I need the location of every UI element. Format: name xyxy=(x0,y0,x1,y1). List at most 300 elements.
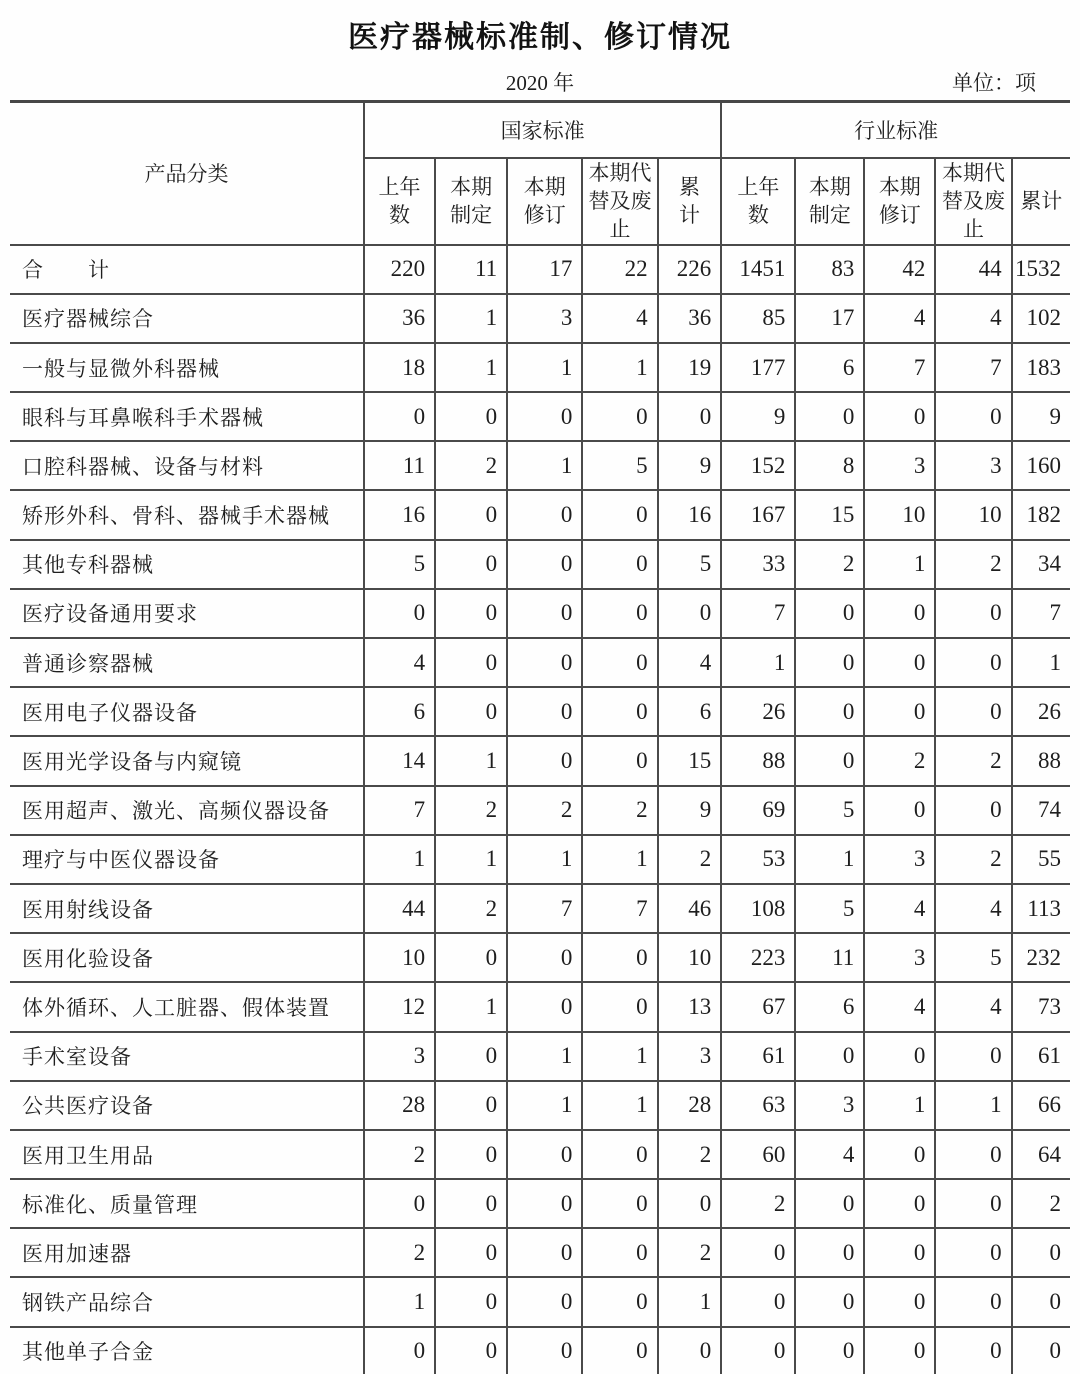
industry-revised-cell: 7 xyxy=(864,343,935,392)
category-cell: 医用化验设备 xyxy=(10,933,364,982)
national-replaced-abolished-cell: 0 xyxy=(582,1277,657,1326)
industry-formulated-cell: 0 xyxy=(795,736,864,785)
industry-replaced-abolished-cell: 7 xyxy=(935,343,1011,392)
national-replaced-abolished-cell: 0 xyxy=(582,638,657,687)
national-formulated-cell: 0 xyxy=(435,392,507,441)
national-prev-year-cell: 0 xyxy=(364,392,435,441)
national-total-cell: 226 xyxy=(658,245,722,294)
subheader-label: 累计 xyxy=(678,174,700,228)
industry-prev-year-cell: 53 xyxy=(721,835,795,884)
industry-total-cell: 232 xyxy=(1012,933,1070,982)
industry-prev-year-cell: 177 xyxy=(721,343,795,392)
industry-total-cell: 160 xyxy=(1012,441,1070,490)
table-row xyxy=(10,982,1070,1031)
industry-revised-cell: 3 xyxy=(864,933,935,982)
national-formulated-cell: 0 xyxy=(435,1228,507,1277)
category-cell: 医用射线设备 xyxy=(10,884,364,933)
industry-revised-cell: 4 xyxy=(864,884,935,933)
industry-revised-cell: 0 xyxy=(864,1327,935,1374)
industry-total-cell: 9 xyxy=(1012,392,1070,441)
national-formulated-cell: 0 xyxy=(435,638,507,687)
industry-prev-year-cell: 88 xyxy=(721,736,795,785)
industry-replaced-abolished-cell: 0 xyxy=(935,1179,1011,1228)
national-revised-cell: 0 xyxy=(507,933,582,982)
national-total-cell: 9 xyxy=(658,786,722,835)
national-revised-cell: 0 xyxy=(507,540,582,589)
national-total-cell: 4 xyxy=(658,638,722,687)
national-formulated-cell: 0 xyxy=(435,1130,507,1179)
industry-prev-year-cell: 223 xyxy=(721,933,795,982)
national-revised-cell: 0 xyxy=(507,1277,582,1326)
national-formulated-cell: 0 xyxy=(435,1179,507,1228)
industry-total-cell: 34 xyxy=(1012,540,1070,589)
industry-total-cell: 74 xyxy=(1012,786,1070,835)
national-revised-cell: 1 xyxy=(507,441,582,490)
national-prev-year-cell: 14 xyxy=(364,736,435,785)
industry-formulated-cell: 0 xyxy=(795,392,864,441)
industry-prev-year-cell: 60 xyxy=(721,1130,795,1179)
national-revised-cell: 7 xyxy=(507,884,582,933)
subheader-industry-formulated xyxy=(795,158,864,245)
subheader-national-total xyxy=(658,158,722,245)
industry-formulated-cell: 5 xyxy=(795,884,864,933)
subheader-label: 本期代替及废止 xyxy=(941,160,1005,242)
category-cell: 矫形外科、骨科、器械手术器械 xyxy=(10,490,364,539)
industry-replaced-abolished-cell: 10 xyxy=(935,490,1011,539)
national-prev-year-cell: 16 xyxy=(364,490,435,539)
category-cell: 医用加速器 xyxy=(10,1228,364,1277)
national-replaced-abolished-cell: 2 xyxy=(582,786,657,835)
national-prev-year-cell: 18 xyxy=(364,343,435,392)
industry-revised-cell: 1 xyxy=(864,1081,935,1130)
industry-revised-cell: 1 xyxy=(864,540,935,589)
national-total-cell: 36 xyxy=(658,294,722,343)
category-cell: 医用超声、激光、高频仪器设备 xyxy=(10,786,364,835)
national-revised-cell: 0 xyxy=(507,1228,582,1277)
header-group-national: 国家标准 xyxy=(364,102,721,158)
national-prev-year-cell: 1 xyxy=(364,1277,435,1326)
national-prev-year-cell: 7 xyxy=(364,786,435,835)
table-body xyxy=(10,245,1070,1374)
national-revised-cell: 17 xyxy=(507,245,582,294)
industry-replaced-abolished-cell: 0 xyxy=(935,392,1011,441)
industry-prev-year-cell: 1451 xyxy=(721,245,795,294)
industry-formulated-cell: 2 xyxy=(795,540,864,589)
national-replaced-abolished-cell: 0 xyxy=(582,1130,657,1179)
industry-prev-year-cell: 1 xyxy=(721,638,795,687)
table-row xyxy=(10,884,1070,933)
industry-prev-year-cell: 63 xyxy=(721,1081,795,1130)
category-cell: 口腔科器械、设备与材料 xyxy=(10,441,364,490)
national-replaced-abolished-cell: 0 xyxy=(582,1228,657,1277)
national-replaced-abolished-cell: 22 xyxy=(582,245,657,294)
industry-prev-year-cell: 0 xyxy=(721,1327,795,1374)
industry-replaced-abolished-cell: 44 xyxy=(935,245,1011,294)
table-caption-row xyxy=(10,64,1070,100)
national-prev-year-cell: 28 xyxy=(364,1081,435,1130)
table-row xyxy=(10,1130,1070,1179)
category-cell: 其他专科器械 xyxy=(10,540,364,589)
industry-formulated-cell: 0 xyxy=(795,1179,864,1228)
industry-total-cell: 113 xyxy=(1012,884,1070,933)
national-revised-cell: 0 xyxy=(507,1130,582,1179)
national-total-cell: 2 xyxy=(658,835,722,884)
industry-revised-cell: 4 xyxy=(864,294,935,343)
industry-total-cell: 26 xyxy=(1012,687,1070,736)
table-row xyxy=(10,687,1070,736)
industry-replaced-abolished-cell: 2 xyxy=(935,835,1011,884)
industry-formulated-cell: 0 xyxy=(795,687,864,736)
industry-formulated-cell: 8 xyxy=(795,441,864,490)
national-total-cell: 13 xyxy=(658,982,722,1031)
standards-table xyxy=(10,100,1070,1374)
industry-prev-year-cell: 7 xyxy=(721,589,795,638)
industry-replaced-abolished-cell: 0 xyxy=(935,1130,1011,1179)
industry-replaced-abolished-cell: 2 xyxy=(935,736,1011,785)
industry-revised-cell: 0 xyxy=(864,1179,935,1228)
industry-total-cell: 66 xyxy=(1012,1081,1070,1130)
national-total-cell: 0 xyxy=(658,589,722,638)
national-formulated-cell: 1 xyxy=(435,736,507,785)
industry-total-cell: 0 xyxy=(1012,1277,1070,1326)
industry-revised-cell: 0 xyxy=(864,786,935,835)
category-cell: 一般与显微外科器械 xyxy=(10,343,364,392)
subheader-national-formulated xyxy=(435,158,507,245)
national-replaced-abolished-cell: 1 xyxy=(582,1032,657,1081)
industry-formulated-cell: 3 xyxy=(795,1081,864,1130)
industry-replaced-abolished-cell: 0 xyxy=(935,638,1011,687)
industry-formulated-cell: 11 xyxy=(795,933,864,982)
table-row xyxy=(10,1179,1070,1228)
category-cell: 手术室设备 xyxy=(10,1032,364,1081)
industry-formulated-cell: 6 xyxy=(795,982,864,1031)
category-cell: 医用电子仪器设备 xyxy=(10,687,364,736)
subheader-label: 本期制定 xyxy=(450,174,493,228)
header-group-row xyxy=(10,102,1070,158)
national-total-cell: 0 xyxy=(658,1179,722,1228)
industry-total-cell: 61 xyxy=(1012,1032,1070,1081)
industry-revised-cell: 0 xyxy=(864,1130,935,1179)
national-prev-year-cell: 0 xyxy=(364,1179,435,1228)
national-revised-cell: 0 xyxy=(507,982,582,1031)
industry-replaced-abolished-cell: 3 xyxy=(935,441,1011,490)
industry-revised-cell: 3 xyxy=(864,835,935,884)
industry-prev-year-cell: 2 xyxy=(721,1179,795,1228)
industry-replaced-abolished-cell: 2 xyxy=(935,540,1011,589)
national-replaced-abolished-cell: 1 xyxy=(582,835,657,884)
industry-revised-cell: 42 xyxy=(864,245,935,294)
subheader-national-revised xyxy=(507,158,582,245)
national-revised-cell: 0 xyxy=(507,687,582,736)
table-row xyxy=(10,786,1070,835)
industry-formulated-cell: 0 xyxy=(795,1277,864,1326)
industry-formulated-cell: 0 xyxy=(795,1327,864,1374)
national-replaced-abolished-cell: 7 xyxy=(582,884,657,933)
national-formulated-cell: 0 xyxy=(435,1032,507,1081)
national-prev-year-cell: 3 xyxy=(364,1032,435,1081)
national-total-cell: 9 xyxy=(658,441,722,490)
industry-prev-year-cell: 0 xyxy=(721,1228,795,1277)
national-formulated-cell: 1 xyxy=(435,835,507,884)
national-total-cell: 15 xyxy=(658,736,722,785)
table-row xyxy=(10,294,1070,343)
table-row xyxy=(10,392,1070,441)
category-cell: 合 计 xyxy=(10,245,364,294)
industry-prev-year-cell: 69 xyxy=(721,786,795,835)
subheader-industry-prev-year xyxy=(721,158,795,245)
industry-prev-year-cell: 33 xyxy=(721,540,795,589)
industry-total-cell: 102 xyxy=(1012,294,1070,343)
national-formulated-cell: 2 xyxy=(435,786,507,835)
national-replaced-abolished-cell: 0 xyxy=(582,490,657,539)
subheader-industry-replaced-abolished xyxy=(935,158,1011,245)
category-cell: 钢铁产品综合 xyxy=(10,1277,364,1326)
industry-total-cell: 55 xyxy=(1012,835,1070,884)
national-formulated-cell: 1 xyxy=(435,982,507,1031)
industry-prev-year-cell: 108 xyxy=(721,884,795,933)
category-cell: 眼科与耳鼻喉科手术器械 xyxy=(10,392,364,441)
industry-total-cell: 0 xyxy=(1012,1327,1070,1374)
industry-prev-year-cell: 167 xyxy=(721,490,795,539)
subheader-label: 本期修订 xyxy=(523,174,566,228)
industry-total-cell: 182 xyxy=(1012,490,1070,539)
header-product-category: 产品分类 xyxy=(10,102,364,245)
industry-revised-cell: 3 xyxy=(864,441,935,490)
national-revised-cell: 0 xyxy=(507,1179,582,1228)
national-total-cell: 0 xyxy=(658,392,722,441)
national-prev-year-cell: 44 xyxy=(364,884,435,933)
table-row xyxy=(10,933,1070,982)
industry-replaced-abolished-cell: 0 xyxy=(935,1277,1011,1326)
industry-total-cell: 0 xyxy=(1012,1228,1070,1277)
national-revised-cell: 1 xyxy=(507,1032,582,1081)
national-revised-cell: 2 xyxy=(507,786,582,835)
national-revised-cell: 0 xyxy=(507,490,582,539)
industry-total-cell: 73 xyxy=(1012,982,1070,1031)
national-revised-cell: 1 xyxy=(507,1081,582,1130)
national-total-cell: 19 xyxy=(658,343,722,392)
industry-replaced-abolished-cell: 0 xyxy=(935,1228,1011,1277)
industry-revised-cell: 2 xyxy=(864,736,935,785)
national-formulated-cell: 0 xyxy=(435,687,507,736)
national-replaced-abolished-cell: 0 xyxy=(582,982,657,1031)
industry-prev-year-cell: 152 xyxy=(721,441,795,490)
national-total-cell: 0 xyxy=(658,1327,722,1374)
industry-revised-cell: 4 xyxy=(864,982,935,1031)
industry-total-cell: 183 xyxy=(1012,343,1070,392)
national-formulated-cell: 0 xyxy=(435,589,507,638)
industry-revised-cell: 0 xyxy=(864,1228,935,1277)
table-row xyxy=(10,1081,1070,1130)
subheader-industry-total xyxy=(1012,158,1070,245)
national-replaced-abolished-cell: 1 xyxy=(582,343,657,392)
table-row xyxy=(10,245,1070,294)
subheader-label: 本期制定 xyxy=(808,174,851,228)
category-cell: 体外循环、人工脏器、假体装置 xyxy=(10,982,364,1031)
national-prev-year-cell: 220 xyxy=(364,245,435,294)
national-formulated-cell: 0 xyxy=(435,1327,507,1374)
national-formulated-cell: 0 xyxy=(435,540,507,589)
industry-revised-cell: 0 xyxy=(864,1032,935,1081)
national-replaced-abolished-cell: 0 xyxy=(582,1327,657,1374)
national-total-cell: 28 xyxy=(658,1081,722,1130)
national-prev-year-cell: 11 xyxy=(364,441,435,490)
subheader-label: 上年数 xyxy=(378,174,421,228)
national-formulated-cell: 11 xyxy=(435,245,507,294)
industry-total-cell: 1 xyxy=(1012,638,1070,687)
national-formulated-cell: 2 xyxy=(435,884,507,933)
national-prev-year-cell: 5 xyxy=(364,540,435,589)
industry-formulated-cell: 15 xyxy=(795,490,864,539)
national-prev-year-cell: 36 xyxy=(364,294,435,343)
national-formulated-cell: 0 xyxy=(435,1081,507,1130)
category-cell: 理疗与中医仪器设备 xyxy=(10,835,364,884)
caption-unit: 单位：项 xyxy=(952,71,1036,95)
table-row xyxy=(10,1228,1070,1277)
category-cell: 普通诊察器械 xyxy=(10,638,364,687)
industry-replaced-abolished-cell: 0 xyxy=(935,786,1011,835)
national-formulated-cell: 2 xyxy=(435,441,507,490)
table-row xyxy=(10,540,1070,589)
table-row xyxy=(10,343,1070,392)
industry-formulated-cell: 1 xyxy=(795,835,864,884)
industry-replaced-abolished-cell: 0 xyxy=(935,687,1011,736)
table-header xyxy=(10,102,1070,245)
industry-replaced-abolished-cell: 4 xyxy=(935,982,1011,1031)
industry-prev-year-cell: 9 xyxy=(721,392,795,441)
industry-prev-year-cell: 85 xyxy=(721,294,795,343)
national-total-cell: 6 xyxy=(658,687,722,736)
national-replaced-abolished-cell: 1 xyxy=(582,1081,657,1130)
header-group-industry: 行业标准 xyxy=(721,102,1070,158)
national-prev-year-cell: 1 xyxy=(364,835,435,884)
table-row xyxy=(10,1327,1070,1374)
national-revised-cell: 0 xyxy=(507,638,582,687)
industry-formulated-cell: 0 xyxy=(795,1032,864,1081)
industry-formulated-cell: 0 xyxy=(795,638,864,687)
industry-revised-cell: 0 xyxy=(864,589,935,638)
category-cell: 医疗器械综合 xyxy=(10,294,364,343)
national-revised-cell: 3 xyxy=(507,294,582,343)
national-replaced-abolished-cell: 0 xyxy=(582,736,657,785)
category-cell: 医用光学设备与内窥镜 xyxy=(10,736,364,785)
industry-total-cell: 88 xyxy=(1012,736,1070,785)
national-total-cell: 46 xyxy=(658,884,722,933)
industry-replaced-abolished-cell: 0 xyxy=(935,1327,1011,1374)
table-row xyxy=(10,1277,1070,1326)
industry-formulated-cell: 6 xyxy=(795,343,864,392)
category-cell: 医疗设备通用要求 xyxy=(10,589,364,638)
category-cell: 公共医疗设备 xyxy=(10,1081,364,1130)
caption-year: 2020 年 xyxy=(505,71,575,95)
industry-formulated-cell: 83 xyxy=(795,245,864,294)
subheader-industry-revised xyxy=(864,158,935,245)
national-formulated-cell: 0 xyxy=(435,1277,507,1326)
category-cell: 医用卫生用品 xyxy=(10,1130,364,1179)
industry-revised-cell: 0 xyxy=(864,1277,935,1326)
national-replaced-abolished-cell: 5 xyxy=(582,441,657,490)
industry-revised-cell: 10 xyxy=(864,490,935,539)
national-prev-year-cell: 6 xyxy=(364,687,435,736)
table-row xyxy=(10,589,1070,638)
national-replaced-abolished-cell: 0 xyxy=(582,392,657,441)
industry-revised-cell: 0 xyxy=(864,638,935,687)
national-formulated-cell: 0 xyxy=(435,933,507,982)
page-title: 医疗器械标准制、修订情况 xyxy=(348,21,732,54)
subheader-label: 本期修订 xyxy=(878,174,921,228)
industry-total-cell: 64 xyxy=(1012,1130,1070,1179)
national-prev-year-cell: 0 xyxy=(364,1327,435,1374)
industry-total-cell: 2 xyxy=(1012,1179,1070,1228)
industry-prev-year-cell: 61 xyxy=(721,1032,795,1081)
national-replaced-abolished-cell: 4 xyxy=(582,294,657,343)
national-revised-cell: 0 xyxy=(507,392,582,441)
national-revised-cell: 0 xyxy=(507,1327,582,1374)
national-revised-cell: 0 xyxy=(507,589,582,638)
industry-prev-year-cell: 0 xyxy=(721,1277,795,1326)
national-replaced-abolished-cell: 0 xyxy=(582,687,657,736)
industry-replaced-abolished-cell: 4 xyxy=(935,294,1011,343)
industry-formulated-cell: 4 xyxy=(795,1130,864,1179)
national-total-cell: 1 xyxy=(658,1277,722,1326)
national-prev-year-cell: 10 xyxy=(364,933,435,982)
category-cell: 其他单子合金 xyxy=(10,1327,364,1374)
national-total-cell: 16 xyxy=(658,490,722,539)
industry-prev-year-cell: 26 xyxy=(721,687,795,736)
national-total-cell: 2 xyxy=(658,1228,722,1277)
national-revised-cell: 1 xyxy=(507,835,582,884)
national-prev-year-cell: 4 xyxy=(364,638,435,687)
national-prev-year-cell: 2 xyxy=(364,1228,435,1277)
national-total-cell: 3 xyxy=(658,1032,722,1081)
national-prev-year-cell: 2 xyxy=(364,1130,435,1179)
industry-replaced-abolished-cell: 4 xyxy=(935,884,1011,933)
table-row xyxy=(10,638,1070,687)
national-revised-cell: 1 xyxy=(507,343,582,392)
table-row xyxy=(10,835,1070,884)
subheader-national-replaced-abolished xyxy=(582,158,657,245)
industry-formulated-cell: 17 xyxy=(795,294,864,343)
national-replaced-abolished-cell: 0 xyxy=(582,933,657,982)
national-total-cell: 5 xyxy=(658,540,722,589)
national-formulated-cell: 1 xyxy=(435,343,507,392)
category-cell: 标准化、质量管理 xyxy=(10,1179,364,1228)
national-revised-cell: 0 xyxy=(507,736,582,785)
table-row xyxy=(10,441,1070,490)
table-row xyxy=(10,736,1070,785)
industry-revised-cell: 0 xyxy=(864,687,935,736)
national-prev-year-cell: 12 xyxy=(364,982,435,1031)
industry-formulated-cell: 0 xyxy=(795,1228,864,1277)
table-row xyxy=(10,490,1070,539)
industry-total-cell: 7 xyxy=(1012,589,1070,638)
industry-revised-cell: 0 xyxy=(864,392,935,441)
industry-prev-year-cell: 67 xyxy=(721,982,795,1031)
subheader-label: 上年数 xyxy=(737,174,780,228)
national-formulated-cell: 0 xyxy=(435,490,507,539)
industry-replaced-abolished-cell: 0 xyxy=(935,1032,1011,1081)
national-total-cell: 10 xyxy=(658,933,722,982)
subheader-label: 累计 xyxy=(1020,188,1063,213)
industry-replaced-abolished-cell: 5 xyxy=(935,933,1011,982)
national-prev-year-cell: 0 xyxy=(364,589,435,638)
national-formulated-cell: 1 xyxy=(435,294,507,343)
national-replaced-abolished-cell: 0 xyxy=(582,540,657,589)
national-total-cell: 2 xyxy=(658,1130,722,1179)
subheader-label: 本期代替及废止 xyxy=(588,160,652,242)
industry-replaced-abolished-cell: 1 xyxy=(935,1081,1011,1130)
industry-formulated-cell: 5 xyxy=(795,786,864,835)
